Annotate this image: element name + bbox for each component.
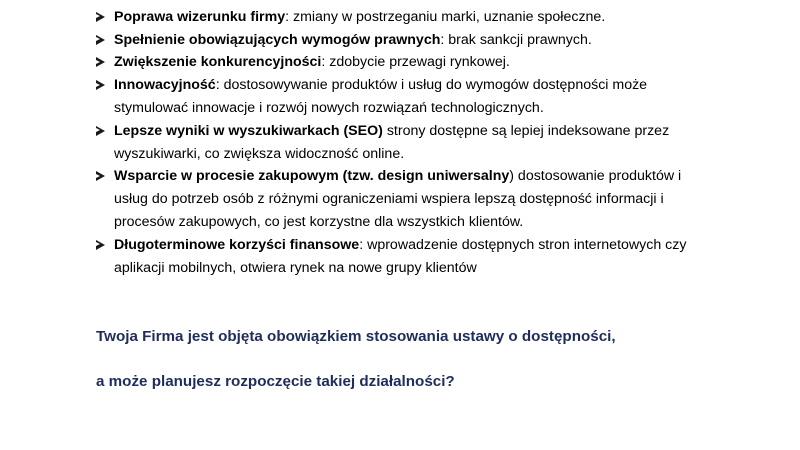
arrow-bullet-icon bbox=[96, 240, 105, 250]
bullet-text: : zdobycie przewagi rynkowej. bbox=[321, 54, 510, 71]
list-item bbox=[96, 120, 716, 166]
list-item bbox=[96, 51, 716, 74]
bullet-text: : wprowadzenie dostępnych stron internetowych czy aplikacji mobilnych, otwiera rynek na nowe grupy klientów bbox=[114, 236, 687, 276]
arrow-bullet-icon bbox=[96, 35, 105, 45]
bullet-term: Długoterminowe korzyści finansowe bbox=[114, 236, 360, 253]
bullet-term: Wsparcie w procesie zakupowym (tzw. design uniwersalny bbox=[114, 168, 510, 185]
arrow-bullet-icon bbox=[96, 171, 105, 181]
arrow-bullet-icon bbox=[96, 126, 105, 136]
bullet-term: Spełnienie obowiązujących wymogów prawnych bbox=[114, 31, 441, 48]
list-item bbox=[96, 29, 716, 52]
bullet-term: Zwiększenie konkurencyjności bbox=[114, 54, 322, 71]
list-item bbox=[96, 74, 716, 120]
arrow-bullet-icon bbox=[96, 12, 105, 22]
list-item bbox=[96, 6, 716, 29]
cta-heading-line-1: Twoja Firma jest objęta obowiązkiem stosowania ustawy o dostępności, bbox=[96, 328, 616, 345]
benefits-list bbox=[96, 0, 716, 279]
bullet-term: Lepsze wyniki w wyszukiwarkach (SEO) bbox=[114, 122, 383, 139]
arrow-bullet-icon bbox=[96, 57, 105, 67]
bullet-text: : dostosowywanie produktów i usług do wymogów dostępności może stymulować innowacje i rozwój nowych rozwiązań technologicznych. bbox=[114, 77, 648, 116]
arrow-bullet-icon bbox=[96, 80, 105, 90]
bullet-text: ) dostosowanie produktów i usług do potrzeb osób z różnymi ograniczeniami wspiera lepszą dostępność informacji i procesów zakupowych, co jest korzystne dla wszystkich klientów. bbox=[114, 168, 682, 230]
bullet-text: strony dostępne są lepiej indeksowane przez wyszukiwarki, co zwiększa widoczność online. bbox=[114, 122, 670, 162]
bullet-term: Poprawa wizerunku firmy bbox=[114, 8, 286, 25]
bullet-text: : zmiany w postrzeganiu marki, uznanie społeczne. bbox=[285, 8, 606, 25]
bullet-text: : brak sankcji prawnych. bbox=[440, 31, 592, 48]
list-item bbox=[96, 165, 716, 233]
list-item bbox=[96, 234, 716, 280]
cta-heading-line-2: a może planujesz rozpoczęcie takiej działalności? bbox=[96, 373, 455, 390]
bullet-term: Innowacyjność bbox=[114, 77, 216, 94]
